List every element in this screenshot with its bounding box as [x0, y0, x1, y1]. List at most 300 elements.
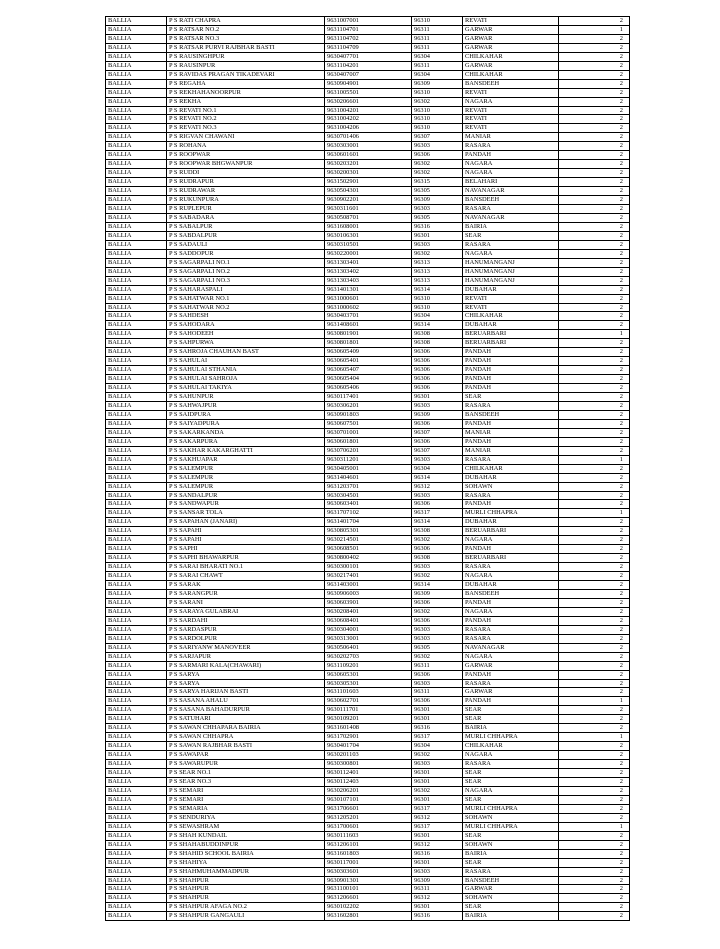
- district-cell: BALLIA: [106, 724, 167, 733]
- station-name-cell: P S SEMARI: [167, 786, 325, 795]
- district-cell: BALLIA: [106, 366, 167, 375]
- station-code-cell: 9630906003: [325, 590, 412, 599]
- table-row: [106, 88, 630, 97]
- count-cell: 2: [559, 652, 630, 661]
- pin-code-cell: 96307: [412, 446, 463, 455]
- pin-code-cell: 96304: [412, 52, 463, 61]
- station-code-cell: 9630206601: [325, 97, 412, 106]
- pin-code-cell: 96303: [412, 205, 463, 214]
- station-name-cell: P S SATUHARI: [167, 715, 325, 724]
- table-row: [106, 518, 630, 527]
- district-cell: BALLIA: [106, 276, 167, 285]
- table-row: [106, 312, 630, 321]
- district-cell: BALLIA: [106, 885, 167, 894]
- station-code-cell: 9630305301: [325, 679, 412, 688]
- table-row: [106, 205, 630, 214]
- district-cell: BALLIA: [106, 545, 167, 554]
- station-code-cell: 9630117001: [325, 858, 412, 867]
- area-cell: SOHAWN: [463, 840, 559, 849]
- station-code-cell: 9630805301: [325, 527, 412, 536]
- area-cell: REVATI: [463, 124, 559, 133]
- station-name-cell: P S SHAHIYA: [167, 858, 325, 867]
- count-cell: 2: [559, 581, 630, 590]
- station-name-cell: P S SAHDESH: [167, 312, 325, 321]
- area-cell: SEAR: [463, 715, 559, 724]
- pin-code-cell: 96302: [412, 652, 463, 661]
- table-row: [106, 366, 630, 375]
- table-row: [106, 778, 630, 787]
- station-code-cell: 9630405001: [325, 464, 412, 473]
- pin-code-cell: 96311: [412, 34, 463, 43]
- count-cell: 2: [559, 634, 630, 643]
- count-cell: 2: [559, 428, 630, 437]
- station-code-cell: 9630901803: [325, 410, 412, 419]
- table-row: [106, 786, 630, 795]
- station-name-cell: P S REGAHA: [167, 79, 325, 88]
- table-row: [106, 213, 630, 222]
- station-name-cell: P S SAGARPALI NO.1: [167, 258, 325, 267]
- station-code-cell: 9630601801: [325, 437, 412, 446]
- station-code-cell: 9630801901: [325, 330, 412, 339]
- district-cell: BALLIA: [106, 795, 167, 804]
- station-code-cell: 9630608401: [325, 616, 412, 625]
- station-name-cell: P S SABALPUR: [167, 222, 325, 231]
- table-row: [106, 795, 630, 804]
- station-name-cell: P S SASANA AHALU: [167, 697, 325, 706]
- station-code-cell: 9630605404: [325, 375, 412, 384]
- area-cell: SEAR: [463, 393, 559, 402]
- area-cell: BAIRIA: [463, 849, 559, 858]
- table-row: [106, 25, 630, 34]
- count-cell: 2: [559, 545, 630, 554]
- count-cell: 2: [559, 321, 630, 330]
- pin-code-cell: 96312: [412, 482, 463, 491]
- district-cell: BALLIA: [106, 786, 167, 795]
- station-name-cell: P S ROOPWAR: [167, 151, 325, 160]
- table-row: [106, 527, 630, 536]
- district-cell: BALLIA: [106, 822, 167, 831]
- pin-code-cell: 96310: [412, 106, 463, 115]
- table-row: [106, 196, 630, 205]
- station-code-cell: 9630106301: [325, 231, 412, 240]
- table-row: [106, 455, 630, 464]
- district-cell: BALLIA: [106, 670, 167, 679]
- table-row: [106, 339, 630, 348]
- area-cell: RASARA: [463, 142, 559, 151]
- station-code-cell: 9630508701: [325, 213, 412, 222]
- area-cell: NAGARA: [463, 652, 559, 661]
- count-cell: 2: [559, 724, 630, 733]
- area-cell: BERUARBARI: [463, 554, 559, 563]
- area-cell: BERUARBARI: [463, 330, 559, 339]
- table-row: [106, 17, 630, 26]
- district-cell: BALLIA: [106, 742, 167, 751]
- count-cell: 2: [559, 106, 630, 115]
- district-cell: BALLIA: [106, 160, 167, 169]
- district-cell: BALLIA: [106, 52, 167, 61]
- count-cell: 1: [559, 697, 630, 706]
- table-row: [106, 43, 630, 52]
- table-row: [106, 849, 630, 858]
- count-cell: 2: [559, 401, 630, 410]
- table-row: [106, 240, 630, 249]
- count-cell: 2: [559, 742, 630, 751]
- station-name-cell: P S SAWAN RAJBHAR BASTI: [167, 742, 325, 751]
- station-code-cell: 9630904901: [325, 79, 412, 88]
- area-cell: NAGARA: [463, 536, 559, 545]
- district-cell: BALLIA: [106, 607, 167, 616]
- station-name-cell: P S RUDRAWAR: [167, 187, 325, 196]
- station-code-cell: 9630217401: [325, 572, 412, 581]
- district-cell: BALLIA: [106, 697, 167, 706]
- pin-code-cell: 96317: [412, 822, 463, 831]
- district-cell: BALLIA: [106, 61, 167, 70]
- area-cell: NAGARA: [463, 572, 559, 581]
- district-cell: BALLIA: [106, 339, 167, 348]
- area-cell: GARWAR: [463, 661, 559, 670]
- station-code-cell: 9630901301: [325, 876, 412, 885]
- pin-code-cell: 96308: [412, 554, 463, 563]
- district-cell: BALLIA: [106, 634, 167, 643]
- table-row: [106, 393, 630, 402]
- district-cell: BALLIA: [106, 446, 167, 455]
- area-cell: BANSDEEH: [463, 79, 559, 88]
- station-code-cell: 9631206601: [325, 894, 412, 903]
- count-cell: 2: [559, 17, 630, 26]
- pin-code-cell: 96306: [412, 357, 463, 366]
- area-cell: NAVANAGAR: [463, 213, 559, 222]
- pin-code-cell: 96302: [412, 249, 463, 258]
- station-code-cell: 9631005501: [325, 88, 412, 97]
- district-cell: BALLIA: [106, 491, 167, 500]
- count-cell: 2: [559, 715, 630, 724]
- table-row: [106, 742, 630, 751]
- station-name-cell: P S SARAI CHAWT: [167, 572, 325, 581]
- district-cell: BALLIA: [106, 706, 167, 715]
- table-row: [106, 375, 630, 384]
- district-cell: BALLIA: [106, 178, 167, 187]
- table-row: [106, 482, 630, 491]
- count-cell: 2: [559, 79, 630, 88]
- station-code-cell: 9631303402: [325, 267, 412, 276]
- pin-code-cell: 96303: [412, 563, 463, 572]
- station-name-cell: P S SAPHI BHAWARPUR: [167, 554, 325, 563]
- station-name-cell: P S RATI CHAPRA: [167, 17, 325, 26]
- pin-code-cell: 96303: [412, 240, 463, 249]
- pin-code-cell: 96311: [412, 43, 463, 52]
- station-name-cell: P S SHAHPUR: [167, 885, 325, 894]
- station-code-cell: 9630304001: [325, 625, 412, 634]
- table-row: [106, 733, 630, 742]
- table-row: [106, 885, 630, 894]
- table-row: [106, 590, 630, 599]
- count-cell: 2: [559, 52, 630, 61]
- area-cell: SEAR: [463, 858, 559, 867]
- table-row: [106, 867, 630, 876]
- table-row: [106, 509, 630, 518]
- count-cell: 2: [559, 169, 630, 178]
- station-name-cell: P S RUDDI: [167, 169, 325, 178]
- area-cell: SEAR: [463, 769, 559, 778]
- area-cell: PANDAH: [463, 616, 559, 625]
- area-cell: DUBAHAR: [463, 473, 559, 482]
- pin-code-cell: 96311: [412, 885, 463, 894]
- station-code-cell: 9630608501: [325, 545, 412, 554]
- area-cell: REVATI: [463, 88, 559, 97]
- area-cell: DUBAHAR: [463, 581, 559, 590]
- pin-code-cell: 96310: [412, 88, 463, 97]
- station-code-cell: 9631104701: [325, 25, 412, 34]
- table-row: [106, 903, 630, 912]
- count-cell: 2: [559, 795, 630, 804]
- station-name-cell: P S SHAH KUNDAIL: [167, 831, 325, 840]
- station-code-cell: 9630407007: [325, 70, 412, 79]
- area-cell: MURLI CHHAPRA: [463, 509, 559, 518]
- pin-code-cell: 96303: [412, 634, 463, 643]
- station-name-cell: P S SAHUNPUR: [167, 393, 325, 402]
- station-code-cell: 9631601803: [325, 849, 412, 858]
- station-code-cell: 9630112401: [325, 769, 412, 778]
- district-cell: BALLIA: [106, 733, 167, 742]
- station-name-cell: P S SAIYADPURA: [167, 419, 325, 428]
- station-name-cell: P S REKHA: [167, 97, 325, 106]
- area-cell: BANSDEEH: [463, 876, 559, 885]
- station-name-cell: P S SAIDPURA: [167, 410, 325, 419]
- station-code-cell: 9630111603: [325, 831, 412, 840]
- pin-code-cell: 96301: [412, 903, 463, 912]
- district-cell: BALLIA: [106, 330, 167, 339]
- table-row: [106, 187, 630, 196]
- station-name-cell: P S SADAULI: [167, 240, 325, 249]
- station-code-cell: 9631608001: [325, 222, 412, 231]
- station-code-cell: 9630605406: [325, 384, 412, 393]
- station-code-cell: 9630506401: [325, 643, 412, 652]
- count-cell: 2: [559, 751, 630, 760]
- district-cell: BALLIA: [106, 912, 167, 921]
- station-name-cell: P S SARDASPUR: [167, 625, 325, 634]
- pin-code-cell: 96316: [412, 849, 463, 858]
- pin-code-cell: 96302: [412, 751, 463, 760]
- station-code-cell: 9630201103: [325, 751, 412, 760]
- area-cell: BANSDEEH: [463, 196, 559, 205]
- area-cell: GARWAR: [463, 43, 559, 52]
- district-cell: BALLIA: [106, 70, 167, 79]
- station-name-cell: P S SEAR NO.3: [167, 778, 325, 787]
- table-row: [106, 473, 630, 482]
- pin-code-cell: 96310: [412, 17, 463, 26]
- station-code-cell: 9630403701: [325, 312, 412, 321]
- station-name-cell: P S SAPHI: [167, 545, 325, 554]
- district-cell: BALLIA: [106, 563, 167, 572]
- station-code-cell: 9630300801: [325, 760, 412, 769]
- district-cell: BALLIA: [106, 625, 167, 634]
- district-cell: BALLIA: [106, 464, 167, 473]
- table-row: [106, 34, 630, 43]
- pin-code-cell: 96316: [412, 912, 463, 921]
- area-cell: MURLI CHHAPRA: [463, 804, 559, 813]
- pin-code-cell: 96306: [412, 437, 463, 446]
- area-cell: PANDAH: [463, 419, 559, 428]
- count-cell: 2: [559, 240, 630, 249]
- district-cell: BALLIA: [106, 894, 167, 903]
- district-cell: BALLIA: [106, 903, 167, 912]
- pin-code-cell: 96309: [412, 876, 463, 885]
- station-code-cell: 9630607501: [325, 419, 412, 428]
- station-code-cell: 9630800402: [325, 554, 412, 563]
- station-code-cell: 9630117401: [325, 393, 412, 402]
- count-cell: 2: [559, 133, 630, 142]
- station-code-cell: 9631109201: [325, 661, 412, 670]
- count-cell: 2: [559, 267, 630, 276]
- station-name-cell: P S SAWAPAR: [167, 751, 325, 760]
- count-cell: 2: [559, 187, 630, 196]
- table-row: [106, 446, 630, 455]
- area-cell: DUBAHAR: [463, 285, 559, 294]
- station-name-cell: P S SANSAR TOLA: [167, 509, 325, 518]
- station-code-cell: 9630605301: [325, 670, 412, 679]
- station-name-cell: P S RAUSINGHPUR: [167, 52, 325, 61]
- station-name-cell: P S SEWASHRAM: [167, 822, 325, 831]
- count-cell: 2: [559, 706, 630, 715]
- pin-code-cell: 96306: [412, 375, 463, 384]
- count-cell: 2: [559, 285, 630, 294]
- pin-code-cell: 96313: [412, 267, 463, 276]
- station-code-cell: 9630304501: [325, 491, 412, 500]
- station-code-cell: 9631303401: [325, 258, 412, 267]
- count-cell: 2: [559, 500, 630, 509]
- count-cell: 2: [559, 339, 630, 348]
- pin-code-cell: 96311: [412, 25, 463, 34]
- district-cell: BALLIA: [106, 357, 167, 366]
- station-name-cell: P S RUDRAPUR: [167, 178, 325, 187]
- pin-code-cell: 96310: [412, 115, 463, 124]
- pin-code-cell: 96312: [412, 813, 463, 822]
- area-cell: NAVANAGAR: [463, 187, 559, 196]
- area-cell: HANUMANGANJ: [463, 267, 559, 276]
- table-row: [106, 222, 630, 231]
- station-code-cell: 9630306201: [325, 401, 412, 410]
- station-name-cell: P S SADDOPUR: [167, 249, 325, 258]
- station-name-cell: P S SARAK: [167, 581, 325, 590]
- station-code-cell: 9630401704: [325, 742, 412, 751]
- station-code-cell: 9630504301: [325, 187, 412, 196]
- count-cell: 2: [559, 196, 630, 205]
- station-name-cell: P S SHAHMUHAMMADPUR: [167, 867, 325, 876]
- district-cell: BALLIA: [106, 527, 167, 536]
- station-code-cell: 9631602801: [325, 912, 412, 921]
- pin-code-cell: 96306: [412, 348, 463, 357]
- table-row: [106, 634, 630, 643]
- table-row: [106, 500, 630, 509]
- table-row: [106, 401, 630, 410]
- station-name-cell: P S SAKARPURA: [167, 437, 325, 446]
- station-name-cell: P S SAHULAI SAHROJA: [167, 375, 325, 384]
- station-code-cell: 9631408601: [325, 321, 412, 330]
- area-cell: REVATI: [463, 303, 559, 312]
- table-row: [106, 464, 630, 473]
- document-page: [105, 16, 623, 921]
- district-cell: BALLIA: [106, 715, 167, 724]
- count-cell: 2: [559, 625, 630, 634]
- district-cell: BALLIA: [106, 778, 167, 787]
- district-cell: BALLIA: [106, 321, 167, 330]
- station-name-cell: P S SARAYA GULABRAI: [167, 607, 325, 616]
- count-cell: 2: [559, 348, 630, 357]
- pin-code-cell: 96314: [412, 518, 463, 527]
- area-cell: PANDAH: [463, 437, 559, 446]
- pin-code-cell: 96314: [412, 285, 463, 294]
- area-cell: SEAR: [463, 831, 559, 840]
- pin-code-cell: 96302: [412, 160, 463, 169]
- count-cell: 2: [559, 97, 630, 106]
- pin-code-cell: 96308: [412, 330, 463, 339]
- station-code-cell: 9630310501: [325, 240, 412, 249]
- station-code-cell: 9630102202: [325, 903, 412, 912]
- polling-station-table: [105, 16, 630, 921]
- count-cell: 2: [559, 249, 630, 258]
- area-cell: NAGARA: [463, 160, 559, 169]
- station-name-cell: P S SARYA: [167, 679, 325, 688]
- count-cell: 2: [559, 88, 630, 97]
- table-row: [106, 858, 630, 867]
- station-name-cell: P S SEMARIA: [167, 804, 325, 813]
- count-cell: 2: [559, 894, 630, 903]
- district-cell: BALLIA: [106, 169, 167, 178]
- pin-code-cell: 96306: [412, 384, 463, 393]
- table-row: [106, 258, 630, 267]
- station-code-cell: 9630605401: [325, 357, 412, 366]
- area-cell: BELAHARI: [463, 178, 559, 187]
- count-cell: 2: [559, 258, 630, 267]
- district-cell: BALLIA: [106, 813, 167, 822]
- pin-code-cell: 96301: [412, 858, 463, 867]
- station-code-cell: 9631004206: [325, 124, 412, 133]
- district-cell: BALLIA: [106, 688, 167, 697]
- pin-code-cell: 96308: [412, 527, 463, 536]
- count-cell: 2: [559, 419, 630, 428]
- pin-code-cell: 96311: [412, 661, 463, 670]
- station-name-cell: P S SAKHAR KAKARGHATTI: [167, 446, 325, 455]
- table-row: [106, 419, 630, 428]
- station-code-cell: 9631707102: [325, 509, 412, 518]
- station-name-cell: P S SABDALPUR: [167, 231, 325, 240]
- station-code-cell: 9631303403: [325, 276, 412, 285]
- pin-code-cell: 96302: [412, 536, 463, 545]
- station-code-cell: 9631404601: [325, 473, 412, 482]
- station-name-cell: P S SAKARKANDA: [167, 428, 325, 437]
- table-row: [106, 769, 630, 778]
- area-cell: RASARA: [463, 455, 559, 464]
- area-cell: PANDAH: [463, 357, 559, 366]
- area-cell: DUBAHAR: [463, 321, 559, 330]
- station-name-cell: P S RAUSINPUR: [167, 61, 325, 70]
- pin-code-cell: 96314: [412, 473, 463, 482]
- station-name-cell: P S SAHROJA CHAUHAN BAST: [167, 348, 325, 357]
- pin-code-cell: 96301: [412, 706, 463, 715]
- area-cell: REVATI: [463, 294, 559, 303]
- district-cell: BALLIA: [106, 867, 167, 876]
- district-cell: BALLIA: [106, 312, 167, 321]
- district-cell: BALLIA: [106, 831, 167, 840]
- count-cell: 2: [559, 903, 630, 912]
- station-code-cell: 9630701406: [325, 133, 412, 142]
- station-name-cell: P S SEMARI: [167, 795, 325, 804]
- area-cell: SEAR: [463, 231, 559, 240]
- area-cell: PANDAH: [463, 366, 559, 375]
- count-cell: 2: [559, 205, 630, 214]
- station-code-cell: 9631401704: [325, 518, 412, 527]
- station-name-cell: P S SENDURIYA: [167, 813, 325, 822]
